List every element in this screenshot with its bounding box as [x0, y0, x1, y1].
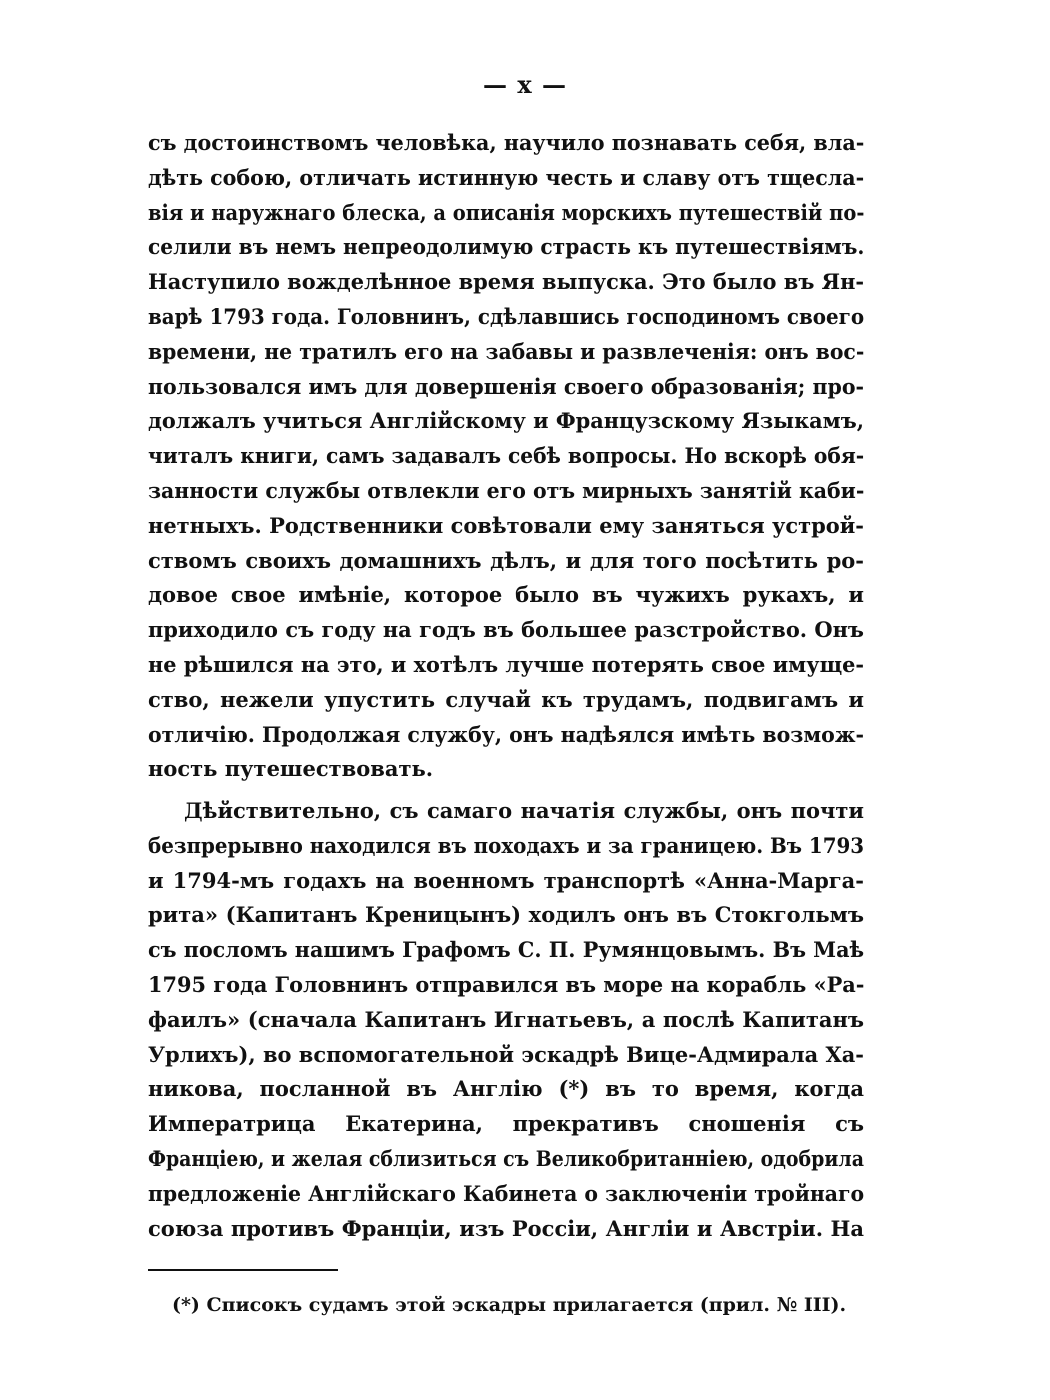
- text-line: Наступило вожделѣнное время выпуска. Это было въ Ян-: [148, 269, 865, 295]
- text-line: дѣть собою, отличать истинную честь и славу отъ тщесла-: [148, 164, 865, 190]
- text-line: никова, посланной въ Англію (*) въ то время, когда: [148, 1076, 864, 1102]
- text-line: съ посломъ нашимъ Графомъ С. П. Румянцовымъ. Въ Маѣ: [148, 937, 865, 963]
- footnote-divider: [148, 1269, 338, 1271]
- text-line: ствомъ своихъ домашнихъ дѣлъ, и для того посѣтить ро-: [148, 547, 864, 573]
- text-line: фаилъ» (сначала Капитанъ Игнатьевъ, а послѣ Капитанъ: [148, 1006, 864, 1032]
- text-line: не рѣшился на это, и хотѣлъ лучше потерять свое имуще-: [148, 651, 865, 677]
- text-line: варѣ 1793 года. Головнинъ, сдѣлавшись господиномъ своего: [148, 303, 865, 329]
- page-number-header: — x —: [482, 70, 568, 99]
- text-line: вія и наружнаго блеска, а описанія морскихъ путешествій по-: [148, 199, 865, 225]
- text-line: ство, нежели упустить случай къ трудамъ, подвигамъ и: [148, 686, 864, 712]
- text-line: безпрерывно находился въ походахъ и за границею. Въ 1793: [148, 832, 865, 858]
- text-line: Дѣйствительно, съ самаго начатія службы, онъ почти: [184, 798, 864, 823]
- text-line: 1795 года Головнинъ отправился въ море на корабль «Ра-: [148, 971, 865, 997]
- text-line: пользовался имъ для довершенія своего образованія; про-: [148, 373, 865, 399]
- paragraph-1: [148, 126, 864, 787]
- text-line: довое свое имѣніе, которое было въ чужихъ рукахъ, и: [148, 582, 864, 608]
- text-line: Франціею, и желая сблизиться съ Великобританніею, одобрила: [148, 1145, 864, 1171]
- text-line: съ достоинствомъ человѣка, научило познавать себя, вла-: [148, 130, 865, 155]
- text-line: селили въ немъ непреодолимую страсть къ путешествіямъ.: [148, 234, 865, 260]
- text-line: союза противъ Франціи, изъ Россіи, Англіи и Австріи. На: [148, 1215, 864, 1241]
- text-line: нетныхъ. Родственники совѣтовали ему заняться устрой-: [148, 512, 864, 538]
- text-line: читалъ книги, самъ задавалъ себѣ вопросы. Но вскорѣ обя-: [148, 443, 865, 469]
- text-line: Урлихъ), во вспомогательной эскадрѣ Вице-Адмирала Ха-: [148, 1041, 864, 1067]
- text-line: отличію. Продолжая службу, онъ надѣялся имѣть возмож-: [148, 721, 865, 747]
- text-line: приходило съ году на годъ въ большее разстройство. Онъ: [148, 617, 864, 643]
- text-line: рита» (Капитанъ Креницынъ) ходилъ онъ въ Стокгольмъ: [148, 902, 864, 928]
- text-line: ность путешествовать.: [148, 756, 434, 782]
- text-line: Императрица Екатерина, прекративъ сношенія съ: [148, 1111, 864, 1137]
- text-line: времени, не тратилъ его на забавы и развлеченія: онъ вос-: [148, 338, 865, 364]
- text-line: занности службы отвлекли его отъ мирныхъ занятій каби-: [148, 477, 865, 503]
- text-line: должалъ учиться Англійскому и Французскому Языкамъ,: [148, 408, 865, 434]
- text-line: и 1794-мъ годахъ на военномъ транспортѣ «Анна-Марга-: [148, 867, 864, 893]
- paragraph-2: [148, 794, 864, 1246]
- text-line: предложеніе Англійскаго Кабинета о заключеніи тройнаго: [148, 1180, 865, 1206]
- footnote: (*) Списокъ судамъ этой эскадры прилагается (прил. № III).: [172, 1294, 847, 1316]
